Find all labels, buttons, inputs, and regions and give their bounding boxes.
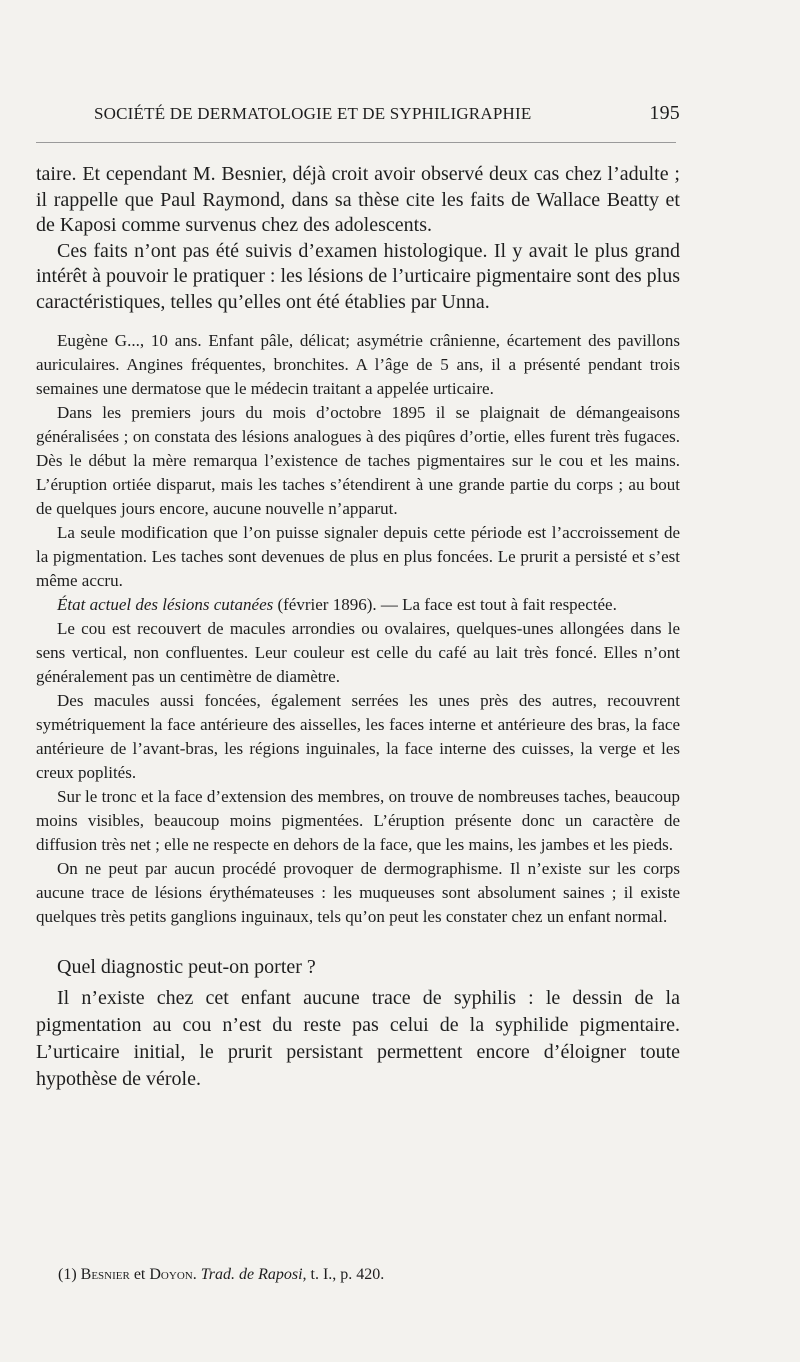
paragraph-diagnosis: Il n’existe chez cet enfant aucune trace de syphilis : le dessin de la pigmentation au cou n’est du reste pas celui de la syphilide pigmentaire. L’urticaire initial, le prurit persistant permettent encore d’éloigner toute hypothèse de vérole. [36, 987, 680, 1090]
current-state-text: (février 1896). — La face est tout à fait respectée. [273, 595, 617, 614]
footnote-author-besnier: Besnier [80, 1266, 130, 1283]
paragraph-trunk-and-limbs: Sur le tronc et la face d’extension des membres, on trouve de nombreuses taches, beaucoup moins visibles, beaucoup moins pigmentées. L’éruption présente donc un caractère de diffusion très net ; elle ne respecte en dehors de la face, que les mains, les jambes et les pieds. [36, 787, 680, 854]
page-number: 195 [649, 102, 680, 124]
paragraph-dermographism: On ne peut par aucun procédé provoquer de dermographisme. Il n’existe sur les corps aucune trace de lésions érythémateuses : les muqueuses sont absolument saines ; il existe quelques très petits ganglions inguinaux, tels qu’on peut les constater chez un enfant normal. [36, 859, 680, 926]
diagnosis-question: Quel diagnostic peut-on porter ? [57, 956, 316, 978]
running-header-title: SOCIÉTÉ DE DERMATOLOGIE ET DE SYPHILIGRAPHIE [94, 104, 532, 123]
footnote-title: Trad. de Raposi, [200, 1266, 307, 1283]
footnote-marker: (1) [58, 1266, 77, 1283]
footnote-author-doyon: Doyon. [149, 1266, 197, 1283]
paragraph-symmetric-macules: Des macules aussi foncées, également serrées les unes près des autres, recouvrent symétriquement la face antérieure des aisselles, les faces interne et antérieure des bras, la face antérieure de l’avant-bras, les régions inguinales, la face interne des cuisses, la verge et les creux poplités. [36, 691, 680, 782]
paragraph-neck-macules: Le cou est recouvert de macules arrondies ou ovalaires, quelques-unes allongées dans le sens vertical, non confluentes. Leur couleur est celle du café au lait très foncé. Elles n’ont généralement pas un centimètre de diamètre. [36, 619, 680, 686]
running-header [36, 104, 680, 128]
footnote-conjunction: et [133, 1266, 146, 1283]
paragraph-current-state [36, 593, 680, 617]
body-text [36, 162, 680, 1093]
current-state-heading: État actuel des lésions cutanées [57, 595, 274, 614]
footnote-reference: t. I., p. 420. [310, 1266, 385, 1283]
paragraph-histology: Ces faits n’ont pas été suivis d’examen histologique. Il y avait le plus grand intérêt à pouvoir le pratiquer : les lésions de l’urticaire pigmentaire sont des plus caractéristiques, telles qu’elles ont été établies par Unna. [36, 239, 680, 313]
header-rule [36, 142, 676, 143]
paragraph-case-history: Eugène G..., 10 ans. Enfant pâle, délicat; asymétrie crânienne, écartement des pavillons auriculaires. Angines fréquentes, bronchites. A l’âge de 5 ans, il a présenté pendant trois semaines une dermatose que le médecin traitant a appelée urticaire. [36, 331, 680, 398]
footnote [58, 1264, 678, 1286]
paragraph-continuation: taire. Et cependant M. Besnier, déjà croit avoir observé deux cas chez l’adulte ; il rappelle que Paul Raymond, dans sa thèse cite les faits de Wallace Beatty et de Kaposi comme survenus chez des adolescents. [36, 163, 680, 236]
paragraph-october-onset: Dans les premiers jours du mois d’octobre 1895 il se plaignait de démangeaisons généralisées ; on constata des lésions analogues à des piqûres d’ortie, elles furent très fugaces. Dès le début la mère remarqua l’existence de taches pigmentaires sur le cou et les mains. L’éruption ortiée disparut, mais les taches s’étendirent à une grande partie du corps ; au bout de quelques jours encore, aucune nouvelle n’apparut. [36, 403, 680, 518]
paragraph-pigmentation-change: La seule modification que l’on puisse signaler depuis cette période est l’accroissement de la pigmentation. Les taches sont devenues de plus en plus foncées. Le prurit a persisté et s’est même accru. [36, 523, 680, 590]
